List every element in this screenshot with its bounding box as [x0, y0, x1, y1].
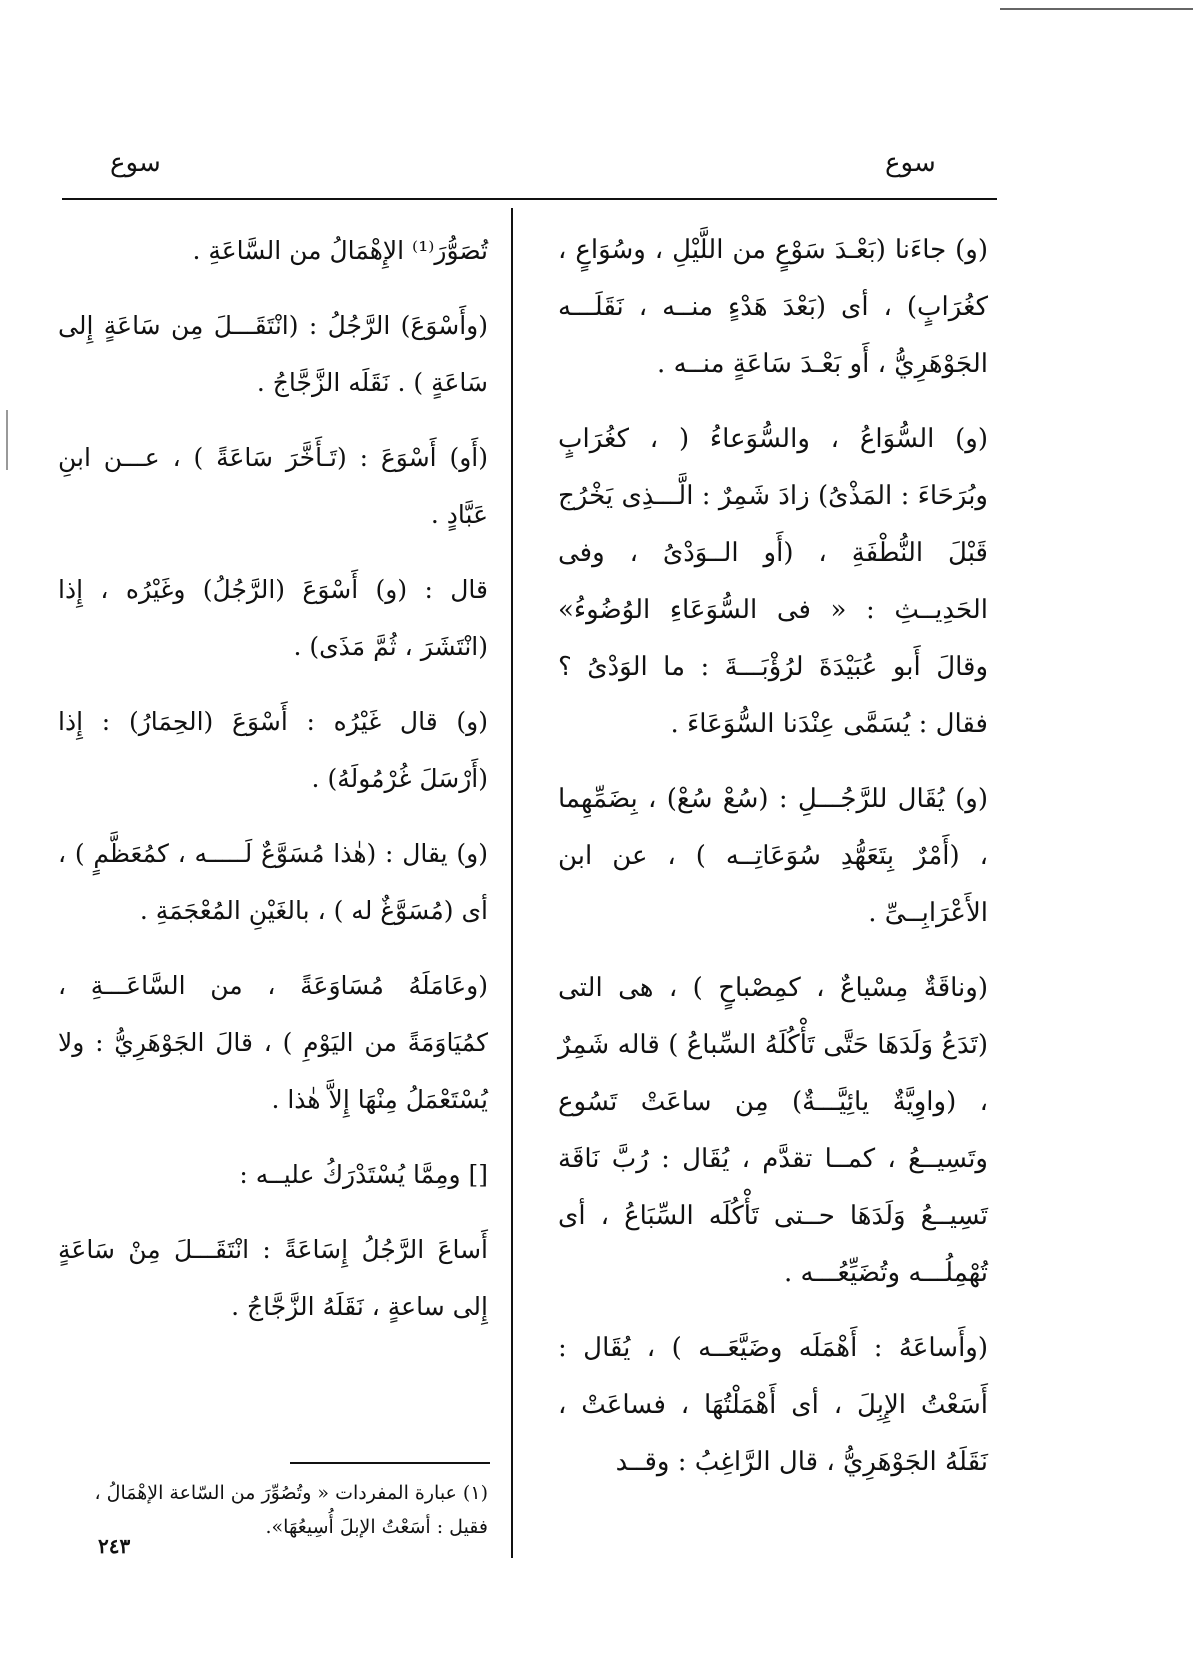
- entry-paragraph: أَساعَ الرَّجُلُ إِسَاعَةً : انْتَقَـــلَ مِنْ سَاعَةٍ إِلى ساعةٍ ، نَقَلَهُ الزَّجَّاجُ .: [58, 1235, 488, 1321]
- entry-paragraph: (و) جاءَنا (بَعْـدَ سَوْعٍ من اللَّيْلِ ، وسُوَاعٍ ، كغُرَابٍ) ، أى (بَعْدَ هَدْءٍ منــه ، نَقَلَـــه الجَوْهَرِيُّ ، أَو بَعْـدَ سَاعَةٍ منــه .: [558, 235, 988, 379]
- entry-paragraph: (و) يقال : (هٰذا مُسَوَّعٌ لَـــــه ، كمُعَظَّمٍ ) ، أى (مُسَوَّغٌ له ) ، بالغَيْنِ المُعْجَمَةِ .: [58, 839, 488, 925]
- running-header-left: سوع: [110, 148, 161, 178]
- entry-paragraph: قال : (و) أَسْوَعَ (الرَّجُلُ) وغَيْرُه ، إِذا (انْتَشَرَ ، ثُمَّ مَذَى) .: [58, 575, 488, 661]
- entry-paragraph: تُصَوُّرَ⁽¹⁾ الإِهْمَالُ من السَّاعَةِ .: [192, 236, 488, 265]
- entry-paragraph: (أَو) أَسْوَعَ : (تَـأَخَّرَ سَاعَةً ) ، عـــن ابنِ عَبَّادٍ .: [58, 443, 488, 529]
- scan-edge-mark: [6, 410, 8, 470]
- header-rule: [62, 198, 997, 200]
- page-number: ٢٤٣: [98, 1534, 131, 1558]
- scan-edge-mark: [1000, 8, 1193, 10]
- entry-paragraph: (وناقَةٌ مِسْياعٌ ، كمِصْباحٍ ) ، هى التى (تَدَعُ وَلَدَهَا حَتَّى تَأْكُلَهُ السِّباعُ ) قاله شَمِرٌ ، (واوِيَّةٌ يائِيَّـــةٌ) مِن ساعَتْ تَسُوع وتَسِيــعُ ، كمــا تقدَّم ، يُقَال : رُبَّ نَاقَة تَسِيــعُ وَلَدَهَا حــتى تَأْكُلَه السِّبَاعُ ، أى تُهْمِلُـــه وتُضَيِّعُـــه .: [558, 973, 988, 1288]
- entry-paragraph: (وأَسْوَعَ) الرَّجُلُ : (انْتَقَـــلَ مِن سَاعَةٍ إِلى سَاعَةٍ ) . نَقَلَه الزَّجَّاجُ .: [58, 311, 488, 397]
- running-header-right: سوع: [885, 148, 936, 178]
- entry-paragraph: (و) يُقَال للرَّجُـــلِ : (سُعْ سُعْ) ، بِضَمِّهِما ، (أَمْرٌ بِتَعَهُّدِ سُوَعَاتِــه ) ، عن ابن الأَعْرَابِــىِّ .: [558, 784, 988, 928]
- footnote: (١) عبارة المفردات « وتُصُوِّرَ من السّاعة الإهْمَالُ ، فقيل : أسَعْتُ الإبلَ أُسِيعُهَا».: [94, 1482, 488, 1538]
- entry-paragraph: [] ومِمَّا يُسْتَدْرَكُ عليــه :: [239, 1160, 488, 1189]
- right-column: [558, 222, 988, 1509]
- entry-paragraph: (و) السُّوَاعُ ، والسُّوَعاءُ ( ، كغُرَابٍ وبُرَحَاءَ : المَذْىُ) زادَ شَمِرٌ : الَّـــذِى يَخْرُج قَبْلَ النُّطْفَةِ ، (أَو الــوَدْىُ ، وفى الحَدِيــثِ : « فى السُّوَعَاءِ الوُضُوءُ» وقالَ أَبو عُبَيْدَةَ لرُؤْبَـــةَ : ما الوَدْىُ ؟ فقال : يُسَمَّى عِنْدَنا السُّوَعَاءَ .: [558, 424, 988, 739]
- footnote-rule: [290, 1462, 490, 1464]
- entry-paragraph: (وعَامَلَهُ مُسَاوَعَةً ، من السَّاعَـــةِ ، كمُيَاوَمَةً من اليَوْمِ ) ، قالَ الجَوْهَرِيُّ : ولا يُسْتَعْمَلُ مِنْهَا إِلاَّ هٰذا .: [58, 971, 488, 1114]
- entry-paragraph: (و) قال غَيْرُه : أَسْوَعَ (الحِمَارُ) : إِذا (أَرْسَلَ غُرْمُولَهُ) .: [58, 707, 488, 793]
- entry-paragraph: (وأَساعَهُ : أَهْمَلَه وضَيَّعَــه ) ، يُقَال : أَسَعْتُ الإِبِلَ ، أى أَهْمَلْتُهَا ، فساعَتْ ، نَقَلَهُ الجَوْهَرِيُّ ، قال الرَّاغِبُ : وقــد: [558, 1333, 988, 1477]
- left-column: [58, 222, 488, 1353]
- column-divider: [511, 208, 513, 1558]
